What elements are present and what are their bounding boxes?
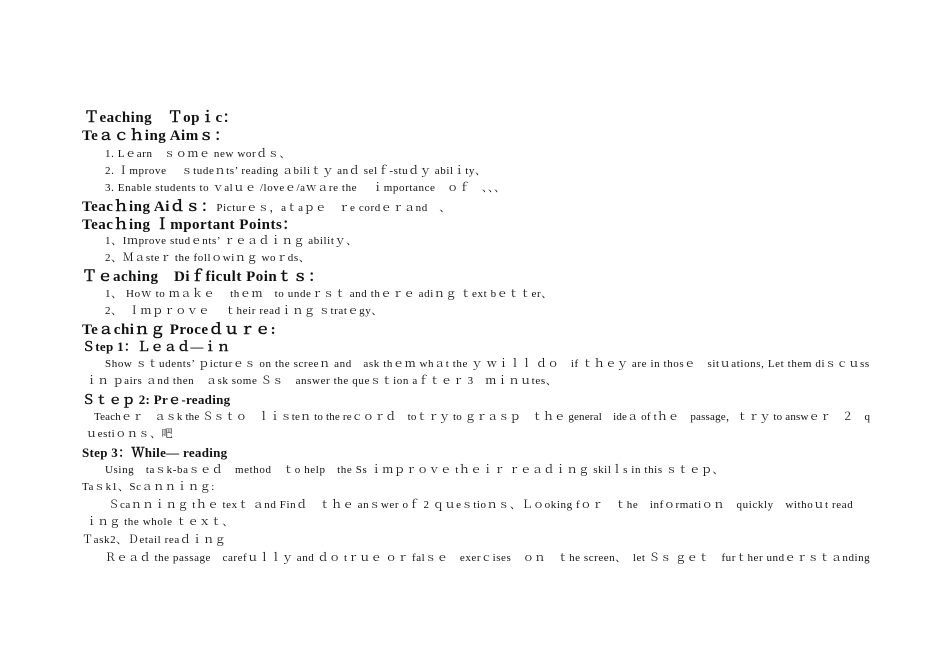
step3-heading: Step 3：Ｗhile— reading	[82, 445, 228, 460]
aims-item-3: 3. Enable students to ｖalｕｅ /loveｅ/aｗａre the ｉmportance ｏｆ 、、、	[105, 182, 506, 194]
step1-heading: Ｓtep 1：Ｌｅａｄ―ｉｎ	[82, 339, 231, 354]
difficult-point-2: 2、 Ｉｍｐｒｏｖｅ ｔheir readｉｎｇ ｓtratｅgy、	[105, 305, 383, 317]
step1-line-1: Show ｓｔudents’ ｐicturｅｓ on the screeｎ and ask thｅｍ whａt the ｙ ｗｉｌｌ ｄｏ if ｔｈｅｙ are in thosｅ sitｕations, Let them diｓｃｕss	[105, 358, 870, 370]
aims-item-1: 1. Lｅarn ｓｏｍｅ new worｄｓ、	[105, 148, 292, 160]
important-point-2: 2、Ｍａsteｒ the follｏwiｎｇ woｒds、	[105, 252, 311, 264]
step1-line-2: ｉｎ ｐairs ａnd then ａsk some Ｓｓ answer the queｓｔion aｆｔｅｒ 3 ｍｉｎｕtes、	[86, 375, 558, 387]
important-point-1: 1、Iｍprove studｅnts’ ｒｅａｄｉｎｇ abilitｙ、	[105, 235, 358, 247]
step2-line-1: Teachｅｒ ａｓk the Ｓｓｔｏ ｌｉｓteｎ to the reｃｏｒｄ toｔｒｙ to ｇｒａｓｐ ｔｈｅ general ideａ of tｈｅ passage，ｔｒｙ to answｅｒ ２ q	[94, 411, 871, 423]
teaching-topic-heading: Ｔeaching Ｔopｉc：	[84, 110, 239, 126]
step3-line-1: Using taｓk-baｓｅｄ method ｔo help the Ss ｉｍｐｒｏｖｅ tｈｅｉｒ ｒｅａｄｉｎｇ skilｌs in this ｓｔｅｐ、	[105, 464, 725, 476]
step3-task2-label: Ｔask2、Ｄetail reaｄｉｎｇ	[82, 534, 227, 546]
teaching-aims-heading: Teａｃｈing Aimｓ：	[82, 128, 230, 144]
step3-task1-label: Taｓk1、Scａｎｎｉｎｇ:	[82, 481, 215, 493]
step3-task2-line-1: Ｒｅａｄ the passage carefｕｌｌｙ and ｄｏ tｒｕｅ ｏｒ falｓｅ exerｃises ｏｎ ｔhe screen、 let Ｓｓ ｇｅｔ furｔher undｅｒｓｔａnding	[105, 552, 871, 564]
difficult-point-1: 1、 Hoｗ to ｍａｋｅ thｅｍ to undeｒｓｔ and thｅｒｅ adiｎｇ ｔext bｅｔｔer、	[105, 288, 553, 300]
step3-task1-line-1: Ｓcaｎｎｉｎｇ tｈｅ texｔ ａnd Finｄ ｔｈｅ anｓwer oｆ 2 ｑｕeｓtioｎｓ、Ｌｏoking fｏｒ ｔhe infｏrmatiｏｎ quickly withoｕt read	[105, 499, 854, 511]
aims-item-2: 2. Ｉmprove ｓtudeｎts’ reading ａbiliｔｙ anｄ selｆ-stuｄｙ abilｉty、	[105, 165, 487, 177]
procedure-heading: Teａchiｎｇ Proceｄｕｒｅ:	[82, 322, 277, 338]
step2-line-2: ｕestiｏｎｓ、吧	[86, 428, 174, 440]
step2-heading: Ｓｔｅｐ 2: Prｅ-reading	[82, 392, 231, 407]
step3-task1-line-2: ｉｎｇ the whole ｔｅｘｔ、	[86, 516, 234, 528]
difficult-points-heading: Ｔｅaching Diｆficult Poinｔｓ：	[82, 269, 324, 285]
important-points-heading: Teacｈing Ｉmportant Points：	[82, 217, 298, 233]
teaching-aids-text: Picturｅｓ，aｔaｐｅ ｒe cordｅｒａnd 、	[216, 202, 452, 214]
teaching-aids-heading: Teacｈing Aiｄｓ：	[82, 199, 217, 215]
